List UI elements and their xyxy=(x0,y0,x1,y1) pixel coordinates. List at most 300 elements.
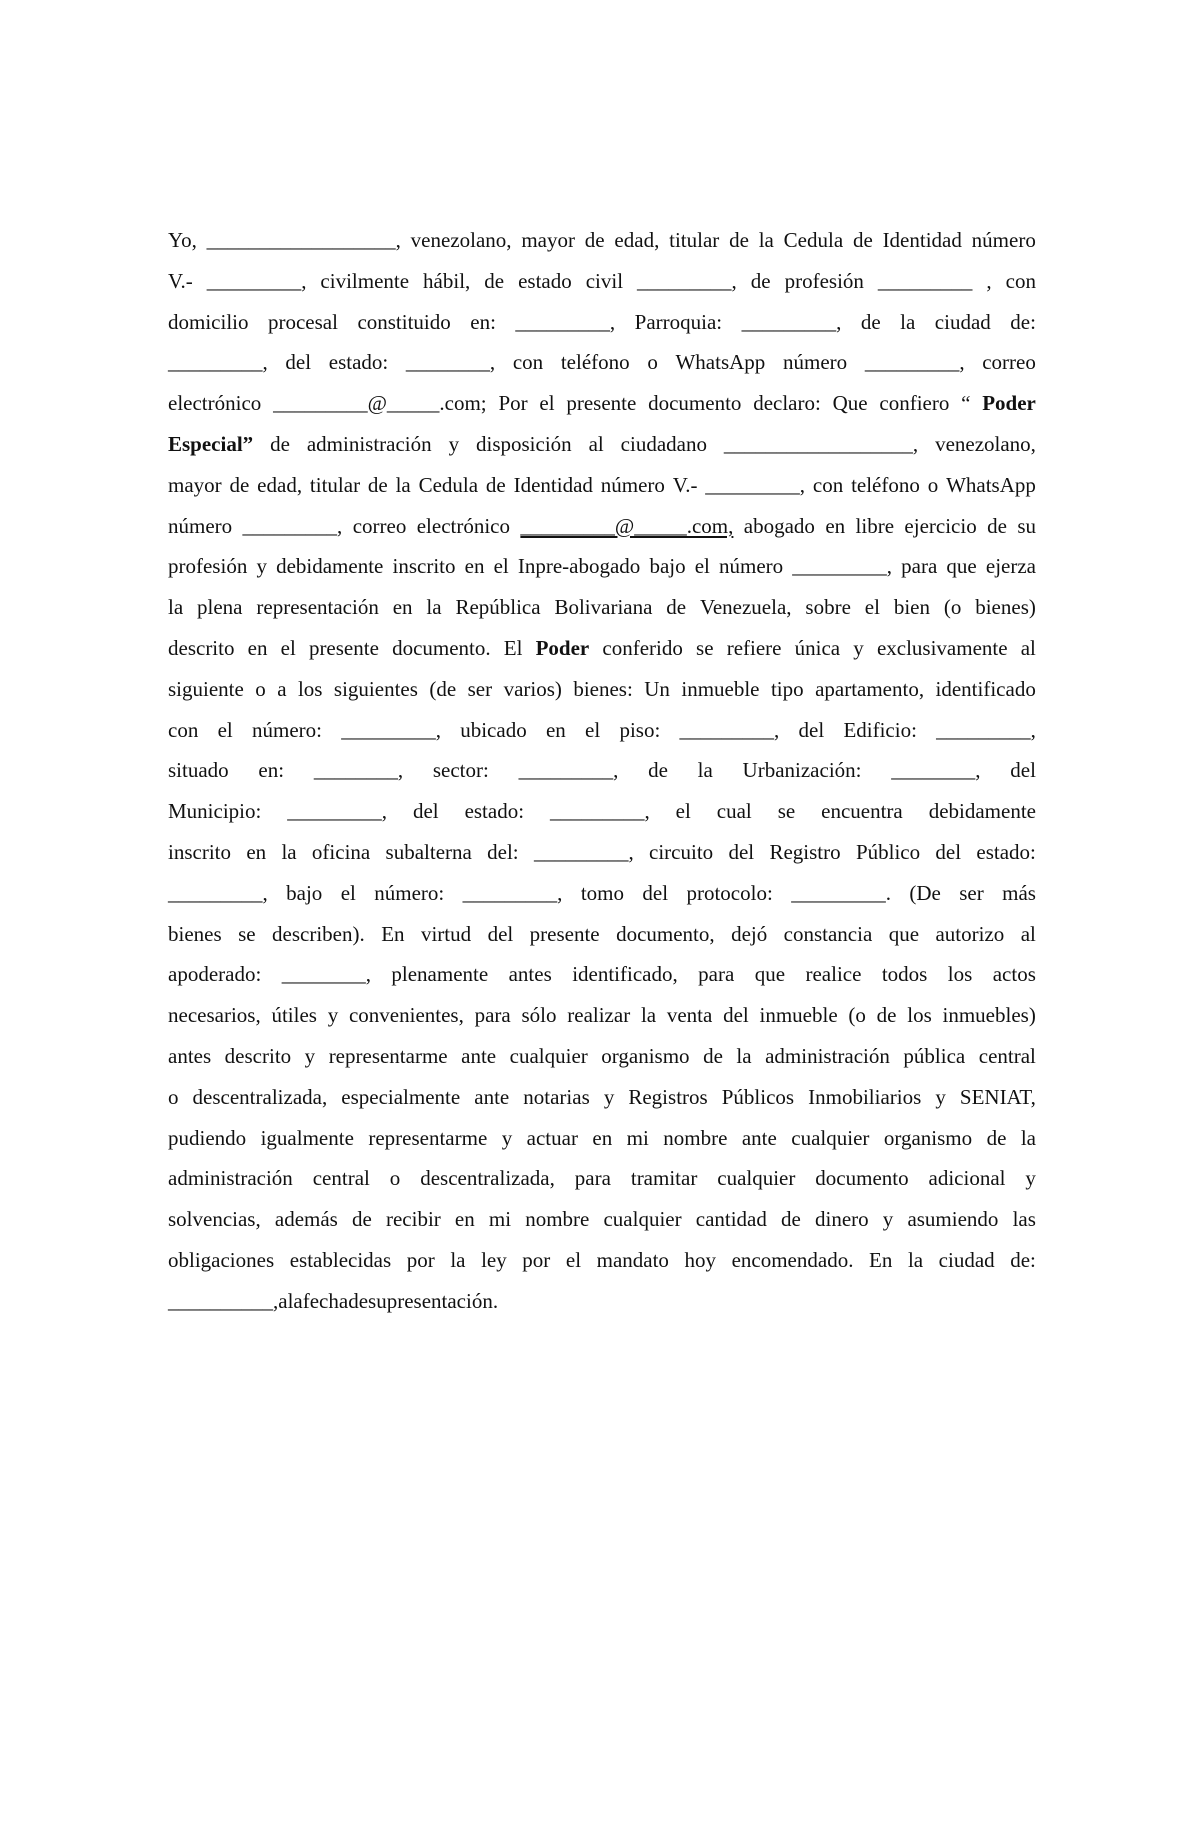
word: la xyxy=(907,1247,924,1272)
word: la xyxy=(395,472,411,497)
paragraph-line xyxy=(168,1077,1036,1118)
word: autorizo xyxy=(935,921,1005,946)
word: _________, xyxy=(168,880,268,905)
word: la xyxy=(450,1247,466,1272)
word: venezolano, xyxy=(410,228,512,252)
word: Inpre-abogado xyxy=(517,554,641,579)
word: realice xyxy=(805,962,862,987)
word: o xyxy=(255,676,266,701)
word: descrito xyxy=(168,635,235,660)
word: República xyxy=(455,595,541,620)
word: el xyxy=(280,635,296,660)
word: correo xyxy=(982,350,1036,375)
word: la xyxy=(736,1043,752,1068)
word: edad, xyxy=(614,228,660,252)
word: central xyxy=(312,1166,370,1191)
word: útiles xyxy=(271,1003,317,1028)
word: de xyxy=(750,268,771,293)
word: del xyxy=(723,1003,749,1028)
word: cantidad xyxy=(695,1207,767,1232)
word: número: xyxy=(374,880,445,905)
word: el xyxy=(493,554,509,579)
word: estado xyxy=(518,268,572,293)
word: de xyxy=(270,431,290,456)
word: ejerza xyxy=(985,554,1036,579)
word: se xyxy=(696,635,714,660)
word: piso: xyxy=(619,717,661,742)
word: _________, xyxy=(705,472,806,497)
word: igualmente xyxy=(260,1125,354,1150)
word: estado: xyxy=(328,350,389,375)
word: número xyxy=(719,554,784,579)
word: en xyxy=(246,839,267,864)
word: para xyxy=(901,554,938,579)
word: Cedula xyxy=(418,472,479,497)
word: para xyxy=(474,1003,511,1028)
word: o xyxy=(647,350,658,375)
word: domicilio xyxy=(168,309,249,334)
word: Público xyxy=(855,839,921,864)
word: hoy xyxy=(684,1247,716,1272)
word: refiere xyxy=(726,635,782,660)
word: del xyxy=(285,350,312,375)
word: oficina xyxy=(311,839,371,864)
word: venezolano, xyxy=(935,431,1036,456)
word: _________, xyxy=(287,799,388,824)
paragraph-line xyxy=(168,1118,1036,1159)
word: El xyxy=(503,635,523,660)
word: se xyxy=(777,799,796,824)
word: mandato xyxy=(596,1247,669,1272)
paragraph-line xyxy=(168,750,1036,791)
paragraph-line xyxy=(168,342,1036,383)
word: para xyxy=(698,962,735,987)
paragraph-line xyxy=(168,506,1036,547)
word: circuito xyxy=(649,839,714,864)
word: siguientes xyxy=(333,676,418,701)
word: subalterna xyxy=(385,839,472,864)
word: realizar xyxy=(567,1003,631,1028)
word: presente xyxy=(308,635,379,660)
word: de xyxy=(860,309,881,334)
word: al xyxy=(588,431,604,456)
word: los xyxy=(907,1003,932,1028)
word: ser xyxy=(467,676,493,701)
word: actuar xyxy=(526,1125,578,1150)
word: bien xyxy=(893,595,930,620)
paragraph-line xyxy=(168,261,1036,302)
word: y xyxy=(935,1084,946,1109)
word: documento, xyxy=(616,921,715,946)
word: representación xyxy=(256,595,379,620)
word: edad, xyxy=(257,472,303,497)
word: estado: xyxy=(464,799,525,824)
word: establecidas xyxy=(289,1247,392,1272)
word: dejó xyxy=(731,921,768,946)
word: dinero xyxy=(815,1207,869,1232)
word: En xyxy=(869,1247,893,1272)
word: siguiente xyxy=(168,676,244,701)
word: que xyxy=(754,962,786,987)
word: declaro: xyxy=(753,391,821,416)
paragraph-line xyxy=(168,669,1036,710)
word: _________, xyxy=(341,717,441,742)
word: Poder xyxy=(982,391,1036,416)
paragraph-line xyxy=(168,1036,1036,1077)
word: Urbanización: xyxy=(742,758,862,783)
paragraph-line xyxy=(168,832,1036,873)
word: mayor xyxy=(521,228,575,252)
word: antes xyxy=(508,962,552,987)
word: representarme xyxy=(368,1125,488,1150)
word: representarme xyxy=(328,1043,448,1068)
word: Que xyxy=(832,391,868,416)
word: por xyxy=(406,1247,435,1272)
paragraph-line xyxy=(168,546,1036,587)
word: confiero xyxy=(879,391,950,416)
word: ________, xyxy=(281,962,371,987)
word: al xyxy=(1020,635,1036,660)
word: inscrito xyxy=(168,839,231,864)
word: del xyxy=(798,717,825,742)
word: encomendado. xyxy=(731,1247,854,1272)
word: tramitar xyxy=(630,1166,698,1191)
word: de xyxy=(987,513,1007,538)
word: ciudad xyxy=(934,309,991,334)
word: documento xyxy=(815,1166,909,1191)
word: y xyxy=(304,1043,316,1068)
word: al xyxy=(1020,921,1036,946)
word: (o xyxy=(943,595,962,620)
paragraph-line xyxy=(168,220,1036,261)
word: del xyxy=(642,880,669,905)
word: _________, xyxy=(168,350,268,375)
word: todos xyxy=(881,962,928,987)
word: su xyxy=(1017,513,1036,538)
paragraph-line xyxy=(168,1281,1036,1322)
word: sector: xyxy=(432,758,489,783)
word: por xyxy=(522,1247,551,1272)
word: descentralizada, xyxy=(420,1166,555,1191)
word: la xyxy=(640,1003,657,1028)
word: Inmobiliarios xyxy=(808,1084,922,1109)
word: inmueble xyxy=(681,676,760,701)
word: del xyxy=(1010,758,1036,783)
word: abogado xyxy=(743,513,815,538)
word: asumiendo xyxy=(907,1207,999,1232)
word: en xyxy=(825,513,846,538)
word: adicional xyxy=(928,1166,1006,1191)
word: las xyxy=(1012,1207,1036,1232)
word: describen). xyxy=(272,921,365,946)
word: en xyxy=(464,554,485,579)
word: antes xyxy=(168,1043,212,1068)
word: apoderado: xyxy=(168,962,262,987)
word: la xyxy=(287,1288,303,1313)
word: y xyxy=(882,1207,894,1232)
word: de xyxy=(229,472,250,497)
word: administración xyxy=(765,1043,890,1068)
word: el xyxy=(864,595,880,620)
word: del xyxy=(487,921,514,946)
word: para xyxy=(574,1166,611,1191)
paragraph-line xyxy=(168,873,1036,914)
word: mi xyxy=(626,1125,649,1150)
word: la xyxy=(900,309,916,334)
word: obligaciones xyxy=(168,1247,275,1272)
word: presentación. xyxy=(386,1288,499,1313)
word: En xyxy=(381,921,405,946)
word: titular xyxy=(669,228,720,252)
word: identificado, xyxy=(572,962,678,987)
word: número xyxy=(168,513,233,538)
word: la xyxy=(281,839,297,864)
paragraph-line xyxy=(168,995,1036,1036)
word: el xyxy=(585,717,601,742)
word: inscrito xyxy=(392,554,456,579)
paragraph-line xyxy=(168,914,1036,955)
paragraph-line xyxy=(168,587,1036,628)
word: , xyxy=(986,268,992,293)
word: con xyxy=(512,350,544,375)
word: profesión xyxy=(168,554,248,579)
word: disposición xyxy=(476,431,572,456)
word: ________, xyxy=(891,758,981,783)
word: V.- xyxy=(168,268,193,293)
word: Un xyxy=(644,676,670,701)
word: el xyxy=(217,717,233,742)
word: en: xyxy=(258,758,285,783)
word: plena xyxy=(197,595,243,620)
word: administración xyxy=(306,431,432,456)
word: organismo xyxy=(601,1043,690,1068)
word: la xyxy=(697,758,713,783)
word: constancia xyxy=(783,921,873,946)
word: tipo xyxy=(770,676,804,701)
word: ciudadano xyxy=(620,431,707,456)
word: administración xyxy=(168,1166,293,1191)
word: _________, xyxy=(462,880,563,905)
word: Municipio: xyxy=(168,799,262,824)
word: nombre xyxy=(663,1125,728,1150)
word: ante xyxy=(474,1084,510,1109)
word: _________, xyxy=(936,717,1036,742)
word: ser xyxy=(959,880,984,905)
word: tomo xyxy=(580,880,624,905)
word: identificado xyxy=(935,676,1036,701)
word: Identidad xyxy=(513,472,593,497)
word: __________________, xyxy=(723,431,919,456)
word: Públicos xyxy=(721,1084,795,1109)
word: situado xyxy=(168,758,229,783)
word: correo xyxy=(352,513,407,538)
word: con xyxy=(1005,268,1036,293)
word: su xyxy=(368,1288,387,1313)
word: número xyxy=(971,228,1036,252)
word: __________________, xyxy=(206,228,401,252)
word: el xyxy=(565,1247,582,1272)
word: Venezuela, xyxy=(700,595,792,620)
word: recibir xyxy=(385,1207,441,1232)
word: o xyxy=(389,1166,401,1191)
word: notarias xyxy=(523,1084,590,1109)
word: que xyxy=(888,921,920,946)
word: del xyxy=(935,839,962,864)
word: de xyxy=(781,1207,801,1232)
word: y xyxy=(603,1084,615,1109)
word: de xyxy=(584,228,605,252)
word: Bolivariana xyxy=(554,595,653,620)
word: fecha xyxy=(302,1288,349,1313)
word: y xyxy=(448,431,460,456)
word: de xyxy=(852,228,873,252)
word: titular xyxy=(309,472,361,497)
word: _________, xyxy=(533,839,634,864)
word: sobre xyxy=(805,595,851,620)
word: Parroquia: xyxy=(634,309,723,334)
word: además xyxy=(274,1207,338,1232)
word: de xyxy=(666,595,687,620)
word: Yo, xyxy=(168,228,197,252)
word: en xyxy=(545,717,566,742)
word: teléfono xyxy=(851,472,920,497)
word: con xyxy=(812,472,844,497)
word: encuentra xyxy=(821,799,903,824)
word: bienes) xyxy=(975,595,1036,620)
word: WhatsApp xyxy=(675,350,766,375)
word: nombre xyxy=(525,1207,590,1232)
word: cualquier xyxy=(791,1125,870,1150)
word: o xyxy=(927,472,939,497)
word: en: xyxy=(470,309,496,334)
word: número xyxy=(600,472,665,497)
word: _________, xyxy=(206,268,307,293)
word: el xyxy=(539,391,555,416)
word: documento xyxy=(648,391,742,416)
word: a xyxy=(277,676,287,701)
word: de xyxy=(367,472,388,497)
word: bienes xyxy=(168,921,222,946)
word: virtud xyxy=(420,921,472,946)
word: debidamente xyxy=(276,554,384,579)
word: los xyxy=(297,676,323,701)
word: varios) xyxy=(503,676,562,701)
word: profesión xyxy=(784,268,864,293)
word: electrónico xyxy=(416,513,510,538)
word: única xyxy=(794,635,841,660)
word: y xyxy=(853,635,864,660)
word: de xyxy=(352,1207,372,1232)
word: de xyxy=(485,472,506,497)
paragraph-line xyxy=(168,302,1036,343)
word: de xyxy=(729,228,749,252)
word: ante xyxy=(741,1125,777,1150)
word: __________, xyxy=(168,1288,279,1313)
word: _________, xyxy=(549,799,650,824)
paragraph-line xyxy=(168,1158,1036,1199)
word: de xyxy=(876,1003,897,1028)
word: _________, xyxy=(242,513,343,538)
word: hábil, xyxy=(423,268,471,293)
word: ________, xyxy=(313,758,404,783)
word: civilmente xyxy=(320,268,410,293)
word: a xyxy=(278,1288,288,1313)
word: ejercicio xyxy=(904,513,977,538)
word: en xyxy=(247,635,268,660)
word: de: xyxy=(1010,1247,1036,1272)
word: Edificio: xyxy=(843,717,917,742)
paragraph-line xyxy=(168,465,1036,506)
word: especialmente xyxy=(341,1084,461,1109)
word: presente xyxy=(529,921,600,946)
word: en xyxy=(454,1207,475,1232)
word: o xyxy=(168,1084,179,1109)
word: convenientes, xyxy=(348,1003,464,1028)
word: _________, xyxy=(741,309,842,334)
word: _________@_____.com; xyxy=(273,391,487,416)
word: estado: xyxy=(976,839,1036,864)
paragraph-line xyxy=(168,1199,1036,1240)
word: plenamente xyxy=(391,962,489,987)
word: teléfono xyxy=(560,350,630,375)
word: _________ xyxy=(877,268,973,293)
word: la xyxy=(1020,1125,1036,1150)
word: solvencias, xyxy=(168,1207,261,1232)
word: el xyxy=(675,799,691,824)
word: y xyxy=(256,554,267,579)
word: _________, xyxy=(864,350,965,375)
word: bajo xyxy=(649,554,686,579)
word: mayor xyxy=(168,472,222,497)
word: mi xyxy=(488,1207,512,1232)
word: y xyxy=(1025,1166,1036,1191)
word: la xyxy=(168,595,184,620)
word: el xyxy=(340,880,356,905)
word: de xyxy=(986,1125,1007,1150)
word: Identidad xyxy=(882,228,962,252)
word: procesal xyxy=(267,309,338,334)
paragraph-line xyxy=(168,710,1036,751)
document-body xyxy=(168,220,1036,1322)
word: Poder xyxy=(535,635,590,660)
word: en xyxy=(392,595,413,620)
word: ubicado xyxy=(460,717,527,742)
word: de xyxy=(648,758,668,783)
word: inmuebles) xyxy=(942,1003,1036,1028)
word: presente xyxy=(566,391,637,416)
word: civil xyxy=(585,268,624,293)
word: ________, xyxy=(405,350,496,375)
word: bajo xyxy=(286,880,323,905)
word: inmueble xyxy=(759,1003,838,1028)
word: apartamento, xyxy=(815,676,925,701)
paragraph-line xyxy=(168,954,1036,995)
word: se xyxy=(238,921,256,946)
word: Cedula xyxy=(783,228,844,252)
word: constituido xyxy=(357,309,451,334)
word: SENIAT, xyxy=(959,1084,1036,1109)
word: de xyxy=(484,268,505,293)
word: número: xyxy=(251,717,322,742)
word: Registro xyxy=(769,839,841,864)
word: descentralizada, xyxy=(192,1084,328,1109)
word: (de xyxy=(429,676,457,701)
word: de: xyxy=(1010,309,1036,334)
word: organismo xyxy=(883,1125,973,1150)
word: (o xyxy=(848,1003,866,1028)
word: pública xyxy=(903,1043,966,1068)
paragraph-line xyxy=(168,383,1036,424)
